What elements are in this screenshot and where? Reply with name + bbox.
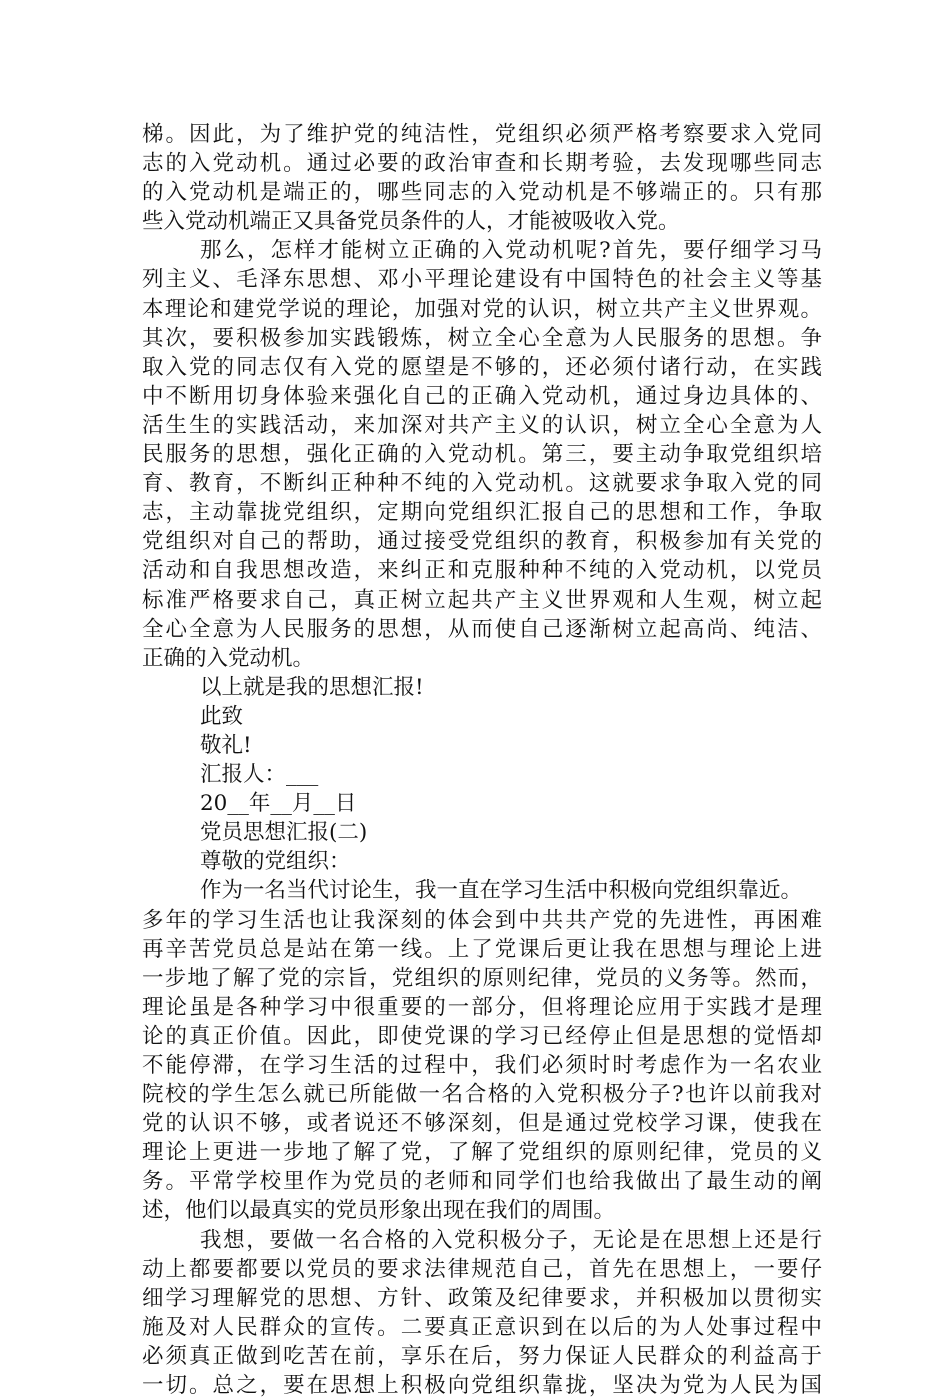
text-line: 志的入党动机。通过必要的政治审查和长期考验，去发现哪些同志 (142, 151, 822, 177)
salutation-line: 此致 (200, 703, 244, 729)
text-line: 一步地了解了党的宗旨，党组织的原则纪律，党员的义务等。然而， (142, 965, 822, 991)
text-line: 理论虽是各种学习中很重要的一部分，但将理论应用于实践才是理 (142, 994, 822, 1020)
text-line: 志，主动靠拢党组织，定期向党组织汇报自己的思想和工作，争取 (142, 500, 822, 526)
text-line: 本理论和建党学说的理论，加强对党的认识，树立共产主义世界观。 (142, 296, 822, 322)
date-line: 20__年__月__日 (200, 791, 357, 817)
text-line: 活生生的实践活动，来加深对共产主义的认识，树立全心全意为人 (142, 412, 822, 438)
text-line: 论的真正价值。因此，即使党课的学习已经停止但是思想的觉悟却 (142, 1023, 822, 1049)
text-line: 党的认识不够，或者说还不够深刻，但是通过党校学习课，使我在 (142, 1111, 822, 1137)
text-line: 动上都要都要以党员的要求法律规范自己，首先在思想上，一要仔 (142, 1256, 822, 1282)
text-line: 必须真正做到吃苦在前，享乐在后，努力保证人民群众的利益高于 (142, 1343, 822, 1369)
reporter-line: 汇报人：___ (200, 762, 319, 788)
text-line: 标准严格要求自己，真正树立起共产主义世界观和人生观，树立起 (142, 587, 822, 613)
text-line: 的入党动机是端正的，哪些同志的入党动机是不够端正的。只有那 (142, 180, 822, 206)
text-line: 那么，怎样才能树立正确的入党动机呢?首先，要仔细学习马 (200, 238, 822, 264)
text-line: 施及对人民群众的宣传。二要真正意识到在以后的为人处事过程中 (142, 1314, 822, 1340)
text-line: 不能停滞，在学习生活的过程中，我们必须时时考虑作为一名农业 (142, 1053, 822, 1078)
text-line: 中不断用切身体验来强化自己的正确入党动机，通过身边具体的、 (142, 383, 822, 409)
text-line: 务。平常学校里作为党员的老师和同学们也给我做出了最生动的阐 (142, 1169, 822, 1195)
greeting-line: 尊敬的党组织： (200, 849, 351, 875)
text-line: 再辛苦党员总是站在第一线。上了党课后更让我在思想与理论上进 (142, 936, 822, 962)
text-line: 我想，要做一名合格的入党积极分子，无论是在思想上还是行 (200, 1227, 822, 1253)
text-line: 民服务的思想，强化正确的入党动机。第三，要主动争取党组织培 (142, 442, 822, 468)
text-line: 细学习理解党的思想、方针、政策及纪律要求，并积极加以贯彻实 (142, 1285, 822, 1311)
text-line: 育、教育，不断纠正种种不纯的入党动机。这就要求争取入党的同 (142, 471, 822, 497)
text-line: 梯。因此，为了维护党的纯洁性，党组织必须严格考察要求入党同 (142, 122, 822, 147)
text-line: 一切。总之，要在思想上积极向党组织靠拢，坚决为党为人民为国 (142, 1373, 822, 1399)
text-line: 述，他们以最真实的党员形象出现在我们的周围。 (142, 1198, 616, 1224)
text-line: 活动和自我思想改造，来纠正和克服种种不纯的入党动机，以党员 (142, 558, 822, 584)
text-line: 取入党的同志仅有入党的愿望是不够的，还必须付诸行动，在实践 (142, 354, 822, 380)
text-line: 列主义、毛泽东思想、邓小平理论建设有中国特色的社会主义等基 (142, 267, 822, 293)
closing-line: 以上就是我的思想汇报! (200, 674, 424, 700)
text-line: 理论上更进一步地了解了党，了解了党组织的原则纪律，党员的义 (142, 1140, 822, 1166)
text-line: 全心全意为人民服务的思想，从而使自己逐渐树立起高尚、纯洁、 (142, 616, 822, 642)
text-line: 多年的学习生活也让我深刻的体会到中共共产党的先进性，再困难 (142, 907, 822, 933)
document-body (142, 120, 822, 1400)
text-line: 其次，要积极参加实践锻炼，树立全心全意为人民服务的思想。争 (142, 325, 822, 351)
text-line: 正确的入党动机。 (142, 645, 315, 671)
text-line: 作为一名当代讨论生，我一直在学习生活中积极向党组织靠近。 (200, 878, 803, 904)
salutation-line: 敬礼! (200, 732, 252, 758)
text-line: 院校的学生怎么就已所能做一名合格的入党积极分子?也许以前我对 (142, 1082, 822, 1108)
text-line: 党组织对自己的帮助，通过接受党组织的教育，积极参加有关党的 (142, 529, 822, 555)
text-line: 些入党动机端正又具备党员条件的人，才能被吸收入党。 (142, 209, 680, 235)
section-title: 党员思想汇报(二) (200, 820, 368, 846)
